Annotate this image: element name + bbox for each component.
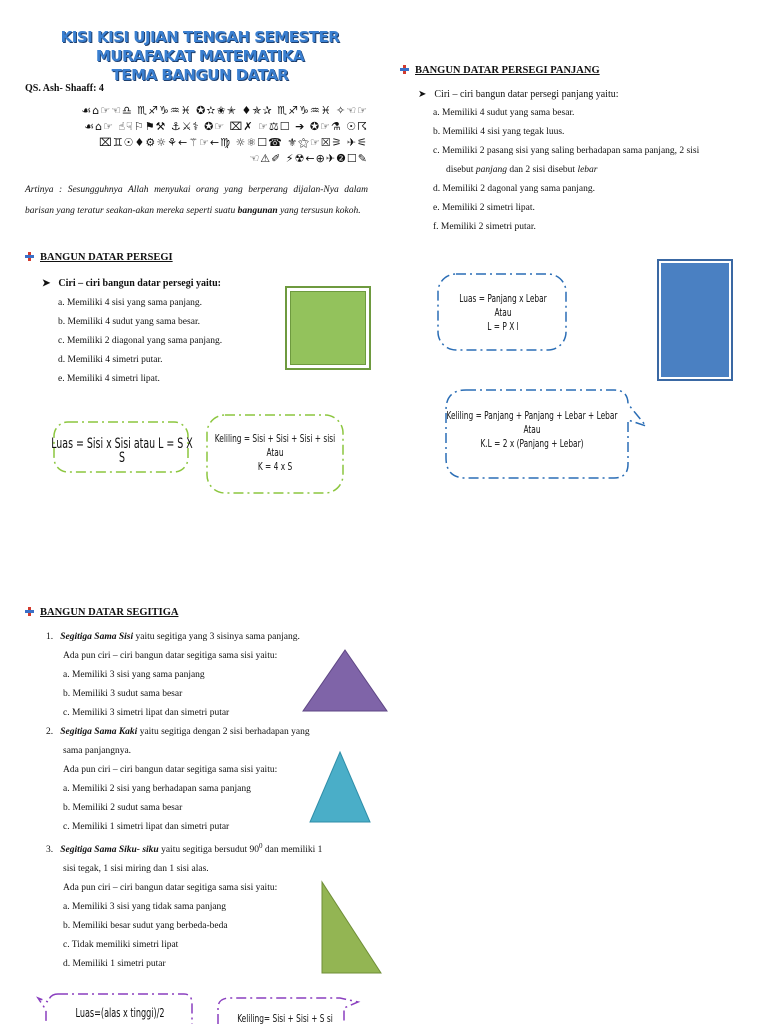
formula-line: Keliling = Sisi + Sisi + Sisi + sisi (214, 432, 336, 445)
list-item: e. Memiliki 4 simetri lipat. (58, 374, 160, 384)
description: yaitu segitiga dengan 2 sisi berhadapan yang (137, 727, 310, 737)
verse-line-4: ☜⚠✐ ⚡☢←⊕✈❷☐✎ (249, 152, 368, 165)
list-intro: Ada pun ciri – ciri bangun datar segitiga sama sisi yaitu: (63, 765, 278, 775)
persegi-intro: ➤ Ciri – ciri bangun datar persegi yaitu: (42, 278, 221, 289)
list-item-numbered (46, 628, 371, 647)
list-item: b. Memiliki besar sudut yang berbeda-beda (63, 921, 228, 932)
square-shape (285, 286, 371, 370)
bullet-icon (25, 607, 34, 616)
list-item: c. Memiliki 3 simetri lipat dan simetri putar (63, 708, 230, 718)
heading-text: BANGUN DATAR SEGITIGA (40, 607, 179, 618)
title-line-2: TEMA BANGUN DATAR (111, 66, 289, 84)
text-italic: panjang (475, 165, 507, 175)
persegi-panjang-intro (418, 89, 619, 100)
description: yaitu segitiga bersudut 90 (158, 845, 259, 856)
bullet-icon (400, 65, 409, 74)
list-item: a. Memiliki 3 sisi yang sama panjang (63, 670, 205, 680)
intro-text: Ciri – ciri bangun datar persegi yaitu (58, 278, 218, 289)
list-item: f. Memiliki 2 simetri putar. (433, 222, 536, 232)
formula-line: Luas = Panjang x Lebar (459, 292, 547, 305)
list-item: b. Memiliki 3 sudut sama besar (63, 689, 183, 699)
formula-line: Keliling = Panjang + Panjang + Lebar + Lebar (446, 409, 618, 422)
translation-text-end: yang tersusun kokoh. (277, 206, 361, 216)
number: 1. (46, 632, 54, 642)
list-item: d. Memiliki 4 simetri putar. (58, 355, 163, 365)
rectangle-shape (657, 259, 733, 381)
list-item: a. Memiliki 4 sisi yang sama panjang. (58, 298, 203, 308)
translation-text: Artinya : Sesungguhnya Allah menyukai orang yang berperang dijalan-Nya dalam barisan yang teratur seakan-akan mereka seperti suatu (25, 185, 368, 216)
keliling-persegi-formula (208, 432, 343, 474)
list-item: d. Memiliki 1 simetri putar (63, 959, 166, 970)
list-item: a. Memiliki 2 sisi yang berhadapan sama panjang (63, 784, 251, 794)
keliling-segitiga-formula: Keliling= Sisi + Sisi + S si (237, 1012, 333, 1025)
text-italic: lebar (577, 165, 598, 175)
list-item: b. Memiliki 4 sisi yang tegak luus. (433, 127, 565, 137)
description-cont: sama panjangnya. (63, 746, 132, 756)
isosceles-triangle-shape (307, 750, 373, 824)
section-heading-persegi-panjang (400, 65, 600, 76)
term: Segitiga Sama Sisi (60, 632, 134, 642)
list-item: b. Memiliki 2 sudut sama besar (63, 803, 183, 813)
luas-persegi-panjang-formula (439, 292, 567, 334)
arrow-icon: ➤ (42, 278, 51, 289)
term: Segitiga Sama Kaki (60, 727, 138, 737)
description: dan memiliki 1 (262, 845, 323, 856)
list-intro: Ada pun ciri – ciri bangun datar segitiga sama sisi yaitu: (63, 883, 278, 894)
keliling-persegi-panjang-formula (442, 409, 622, 451)
formula-line: K = 4 x S (257, 460, 293, 473)
formula-line: Atau (266, 446, 284, 459)
list-item: c. Tidak memiliki simetri lipat (63, 940, 179, 951)
list-item-numbered (46, 837, 371, 860)
formula-line: Atau (494, 306, 512, 319)
quran-translation (25, 180, 368, 222)
persegi-list (58, 294, 222, 389)
superscript: 0 (258, 842, 263, 850)
section-heading-persegi (25, 252, 173, 263)
list-intro: Ada pun ciri – ciri bangun datar segitiga sama sisi yaitu: (63, 651, 278, 661)
description: yaitu segitiga yang 3 sisinya sama panjang. (133, 632, 300, 642)
list-item-numbered (46, 723, 371, 742)
verse-line-3: ⌧♊☉♦⚙☼⚘←⚚☞←♍ ☼⚛☐☎ ⚜⚝☞☒⚞ ✈⚟ (99, 136, 368, 149)
list-item: d. Memiliki 2 dagonal yang sama panjang. (433, 184, 595, 194)
quran-reference: QS. Ash- Shaaff: 4 (25, 83, 104, 94)
section-heading-segitiga (25, 607, 178, 618)
intro-text: Ciri – ciri bangun datar persegi panjang yaitu: (434, 89, 619, 100)
right-triangle-shape (320, 880, 384, 976)
list-item: a. Memiliki 4 sudut yang sama besar. (433, 108, 575, 118)
description-cont: sisi tegak, 1 sisi miring dan 1 sisi alas. (63, 864, 209, 875)
list-item: b. Memiliki 4 sudut yang sama besar. (58, 317, 200, 327)
persegi-panjang-list (433, 104, 699, 237)
list-item: e. Memiliki 2 simetri lipat. (433, 203, 535, 213)
equilateral-triangle-shape (300, 648, 390, 714)
list-item: a. Memiliki 3 sisi yang tidak sama panjang (63, 902, 227, 913)
quran-verse (60, 103, 368, 167)
number: 3. (46, 845, 54, 856)
number: 2. (46, 727, 54, 737)
title-line-1: KISI KISI UJIAN TENGAH SEMESTER MURAFAKAT MATEMATIKA (60, 28, 340, 65)
list-item: c. Memiliki 1 simetri lipat dan simetri putar (63, 822, 230, 832)
list-item: c. Memiliki 2 diagonal yang sama panjang. (58, 336, 223, 346)
heading-text: BANGUN DATAR PERSEGI (40, 252, 173, 263)
list-item: c. Memiliki 2 pasang sisi yang saling berhadapan sama panjang, 2 sisi (433, 146, 700, 156)
list-item-continuation (433, 161, 699, 180)
formula-line: L = P X l (487, 320, 519, 333)
heading-text: BANGUN DATAR PERSEGI PANJANG (415, 65, 600, 76)
verse-line-2: ☙⌂☞ ☝☟⚐⚑⚒ ⚓⚔⚕ ✪☞ ⌧✗ ☞⚖☐ ➔ ✪☞⚗ ☉☈ (84, 120, 368, 133)
term: Segitiga Sama Siku- siku (60, 845, 159, 856)
formula-line: Atau (523, 423, 541, 436)
text: disebut (446, 165, 476, 175)
text: dan 2 sisi disebut (506, 165, 578, 175)
verse-line-1: ☙⌂☞☜♎ ♏♐♑♒♓ ✪✫✬✭ ♦✯✰ ♏♐♑♒♓ ✧☜☞ (81, 104, 368, 117)
arrow-icon: ➤ (418, 89, 427, 100)
bullet-icon (25, 252, 34, 261)
document-title (20, 28, 380, 85)
luas-segitiga-formula: Luas=(alas x tinggi)/2 (75, 1006, 165, 1020)
luas-persegi-formula: Luas = Sisi x Sisi atau L = S X S (51, 436, 193, 466)
translation-bold: bangunan (237, 206, 278, 216)
formula-line: K.L = 2 x (Panjang + Lebar) (480, 437, 584, 450)
